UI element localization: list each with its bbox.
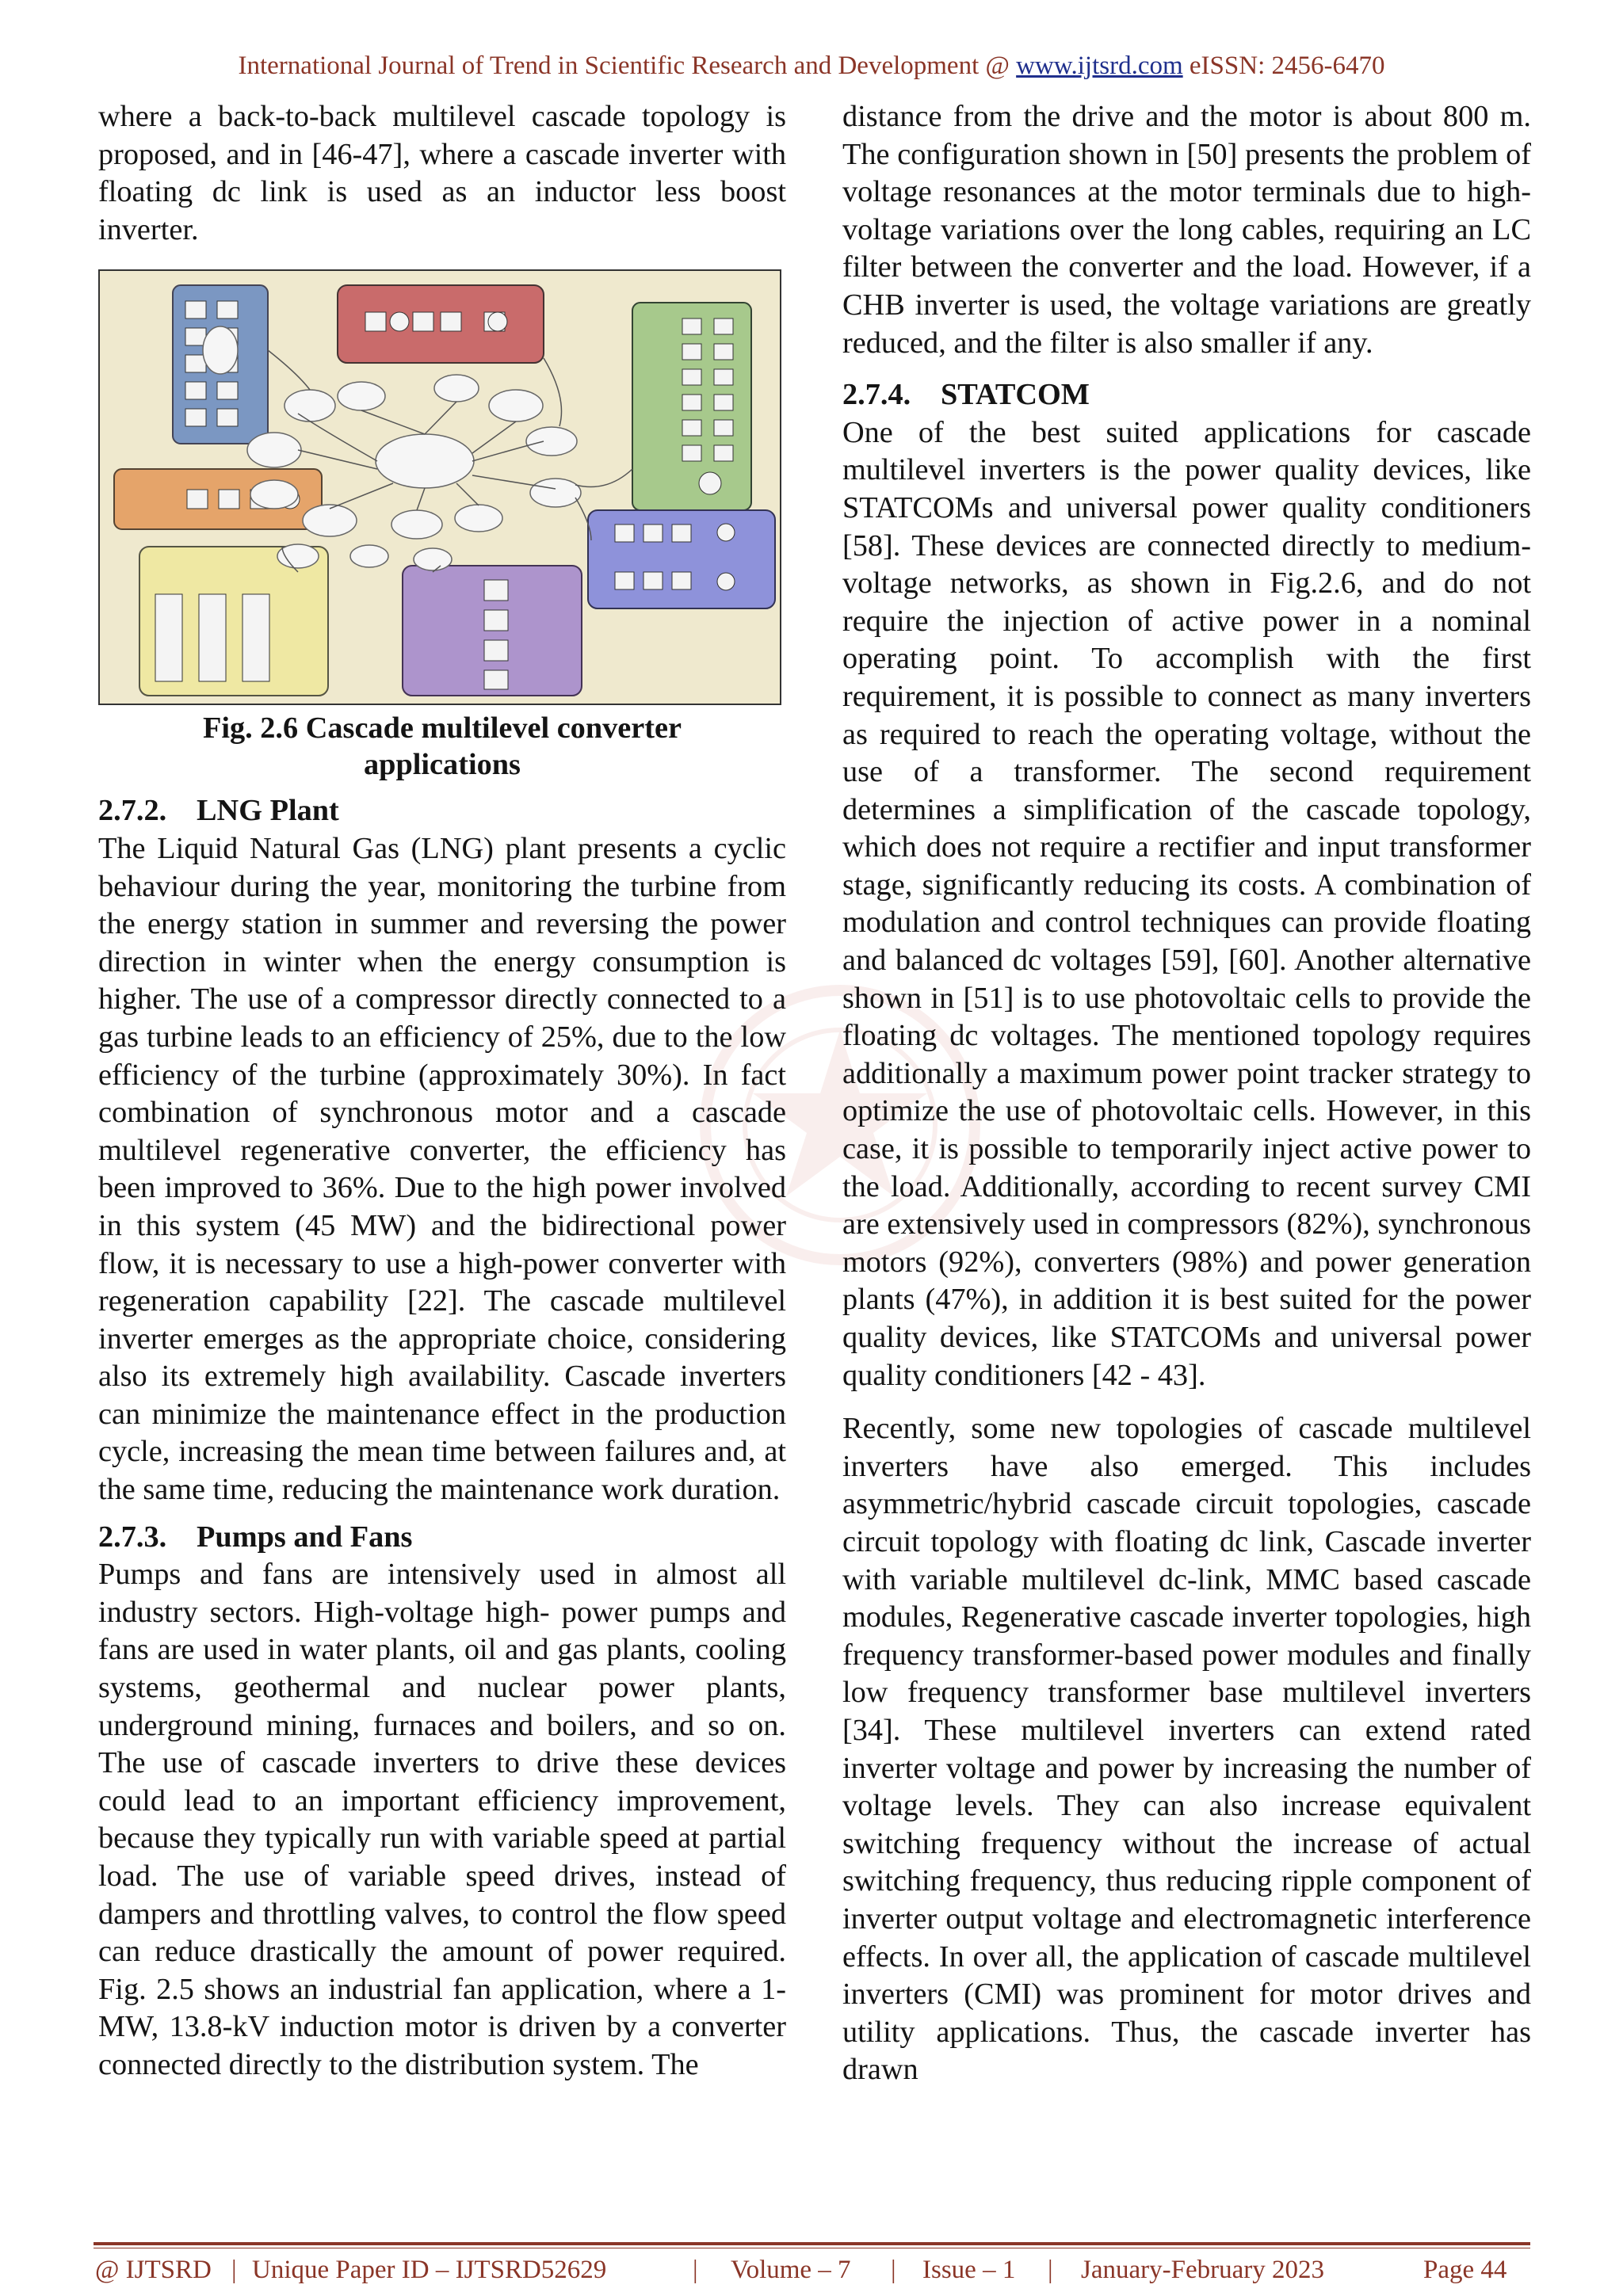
statcom-paragraph: One of the best suited applications for cascade multilevel inverters is the power quality devices, like STATCOMs and universal power quality conditioners [58]. These devices are connected directly to medium-voltage networks, as shown in Fig.2.6, and do not require the injection of active power in a nominal operating point. To accomplish with the first requirement, it is possible to connect as many inverters as required to reach the operating voltage, without the use of a transformer. The second requirement determines a simplification of the cascade topology, which does not require a rectifier and input transformer stage, significantly reducing its costs. A combination of modulation and control techniques can provide floating and balanced dc voltages [59], [60]. Another alternative shown in [51] is to use photovoltaic cells to provide the floating dc voltages. The mentioned topology requires additionally a maximum power point tracker strategy to optimize the use of photovoltaic cells. However, in this case, it is possible to temporarily inject active power to the load. Additionally, according to recent survey CMI are extensively used in compressors (82%), synchronous motors (92%), converters (98%) and power generation plants (47%), in addition it is best suited for the power quality devices, like STATCOMs and universal power quality conditioners [42 - 43].	[842, 415, 1531, 1392]
footer-issue: Issue – 1	[922, 2256, 1016, 2284]
figure-caption-line1: Fig. 2.6 Cascade multilevel converter	[202, 711, 682, 746]
footer-separator: |	[891, 2256, 896, 2284]
figure-diagram	[100, 271, 780, 704]
footer-separator: |	[1048, 2256, 1053, 2284]
left-column	[98, 98, 786, 2084]
recent-topologies-paragraph: Recently, some new topologies of cascade multilevel inverters have also emerged. This includes asymmetric/hybrid cascade circuit topologies, cascade circuit topology with floating dc link, Cascade inverter with variable multilevel dc-link, MMC based cascade modules, Regenerative cascade inverter topologies, high frequency transformer-based power modules and finally low frequency transformer base multilevel inverters [34]. These multilevel inverters can extend rated inverter voltage and power by increasing the number of voltage levels. They can also increase equivalent switching frequency without the increase of actual switching frequency, thus reducing ripple component of inverter output voltage and electromagnetic interference effects. In over all, the application of cascade multilevel inverters (CMI) was prominent for motor drives and utility applications. Thus, the cascade inverter has drawn	[842, 1412, 1531, 2087]
right-column	[842, 98, 1531, 2089]
lng-plant-paragraph: The Liquid Natural Gas (LNG) plant presents a cyclic behaviour during the year, monitoring the turbine from the energy station in summer and reversing the power direction in winter when the energy consumption is higher. The use of a compressor directly connected to a gas turbine leads to an efficiency of 25%, due to the low efficiency of the turbine (approximately 30%). In fact combination of synchronous motor and a cascade multilevel regenerative converter, the efficiency has been improved to 36%. Due to the high power involved in this system (45 MW) and the bidirectional power flow, it is necessary to use a high-power converter with regeneration capability [22]. The cascade multilevel inverter emerges as the appropriate choice, considering also its extremely high availability. Cascade inverters can minimize the maintenance effect in the production cycle, increasing the mean time between failures and, at the same time, reducing the maintenance work duration.	[98, 831, 786, 1507]
section-heading-pumps-fans	[98, 1519, 786, 1557]
figure-cascade-applications	[98, 269, 781, 705]
footer-page-number: Page 44	[1423, 2256, 1507, 2284]
footer-separator: |	[693, 2256, 698, 2284]
section-heading-lng-plant	[98, 792, 786, 830]
running-header	[0, 49, 1623, 82]
section-number: 2.7.3.	[98, 1520, 167, 1554]
section-title: LNG Plant	[197, 794, 339, 828]
pumps-fans-paragraph: Pumps and fans are intensively used in almost all industry sectors. High-voltage high- power pumps and fans are used in water plants, oil and gas plants, cooling systems, geothermal and nuclear power plants, underground mining, furnaces and boilers, and so on. The use of cascade inverters to drive these devices could lead to an important efficiency improvement, because they typically run with variable speed at partial load. The use of variable speed drives, instead of dampers and throttling valves, to control the flow speed can reduce drastically the amount of power required. Fig. 2.5 shows an industrial fan application, where a 1-MW, 13.8-kV induction motor is driven by a converter connected directly to the distribution system. The	[98, 1558, 786, 2081]
right-intro-paragraph: distance from the drive and the motor is about 800 m. The configuration shown in [50] presents the problem of voltage resonances at the motor terminals due to high-voltage variations over the long cables, requiring an LC filter between the converter and the load. However, if a CHB inverter is used, the voltage variations are greatly reduced, and the filter is also smaller if any.	[842, 100, 1531, 360]
section-number: 2.7.4.	[842, 378, 911, 412]
journal-link[interactable]: www.ijtsrd.com	[1016, 51, 1183, 80]
footer-separator: |	[231, 2256, 237, 2284]
footer-journal: @ IJTSRD	[95, 2256, 212, 2284]
header-suffix: eISSN: 2456-6470	[1182, 51, 1385, 80]
figure-caption-line2: applications	[364, 748, 521, 782]
footer-date: January-February 2023	[1081, 2256, 1324, 2284]
section-number: 2.7.2.	[98, 794, 167, 828]
footer-paper-id: Unique Paper ID – IJTSRD52629	[252, 2256, 607, 2284]
footer-rule	[94, 2242, 1530, 2245]
left-intro-paragraph: where a back-to-back multilevel cascade topology is proposed, and in [46-47], where a cascade inverter with floating dc link is used as an inductor less boost inverter.	[98, 100, 786, 246]
section-title: STATCOM	[941, 378, 1090, 412]
section-title: Pumps and Fans	[197, 1520, 413, 1554]
section-heading-statcom	[842, 376, 1531, 414]
footer-volume: Volume – 7	[731, 2256, 851, 2284]
header-prefix: International Journal of Trend in Scientific Research and Development @	[238, 51, 1017, 80]
figure-caption	[98, 710, 786, 783]
